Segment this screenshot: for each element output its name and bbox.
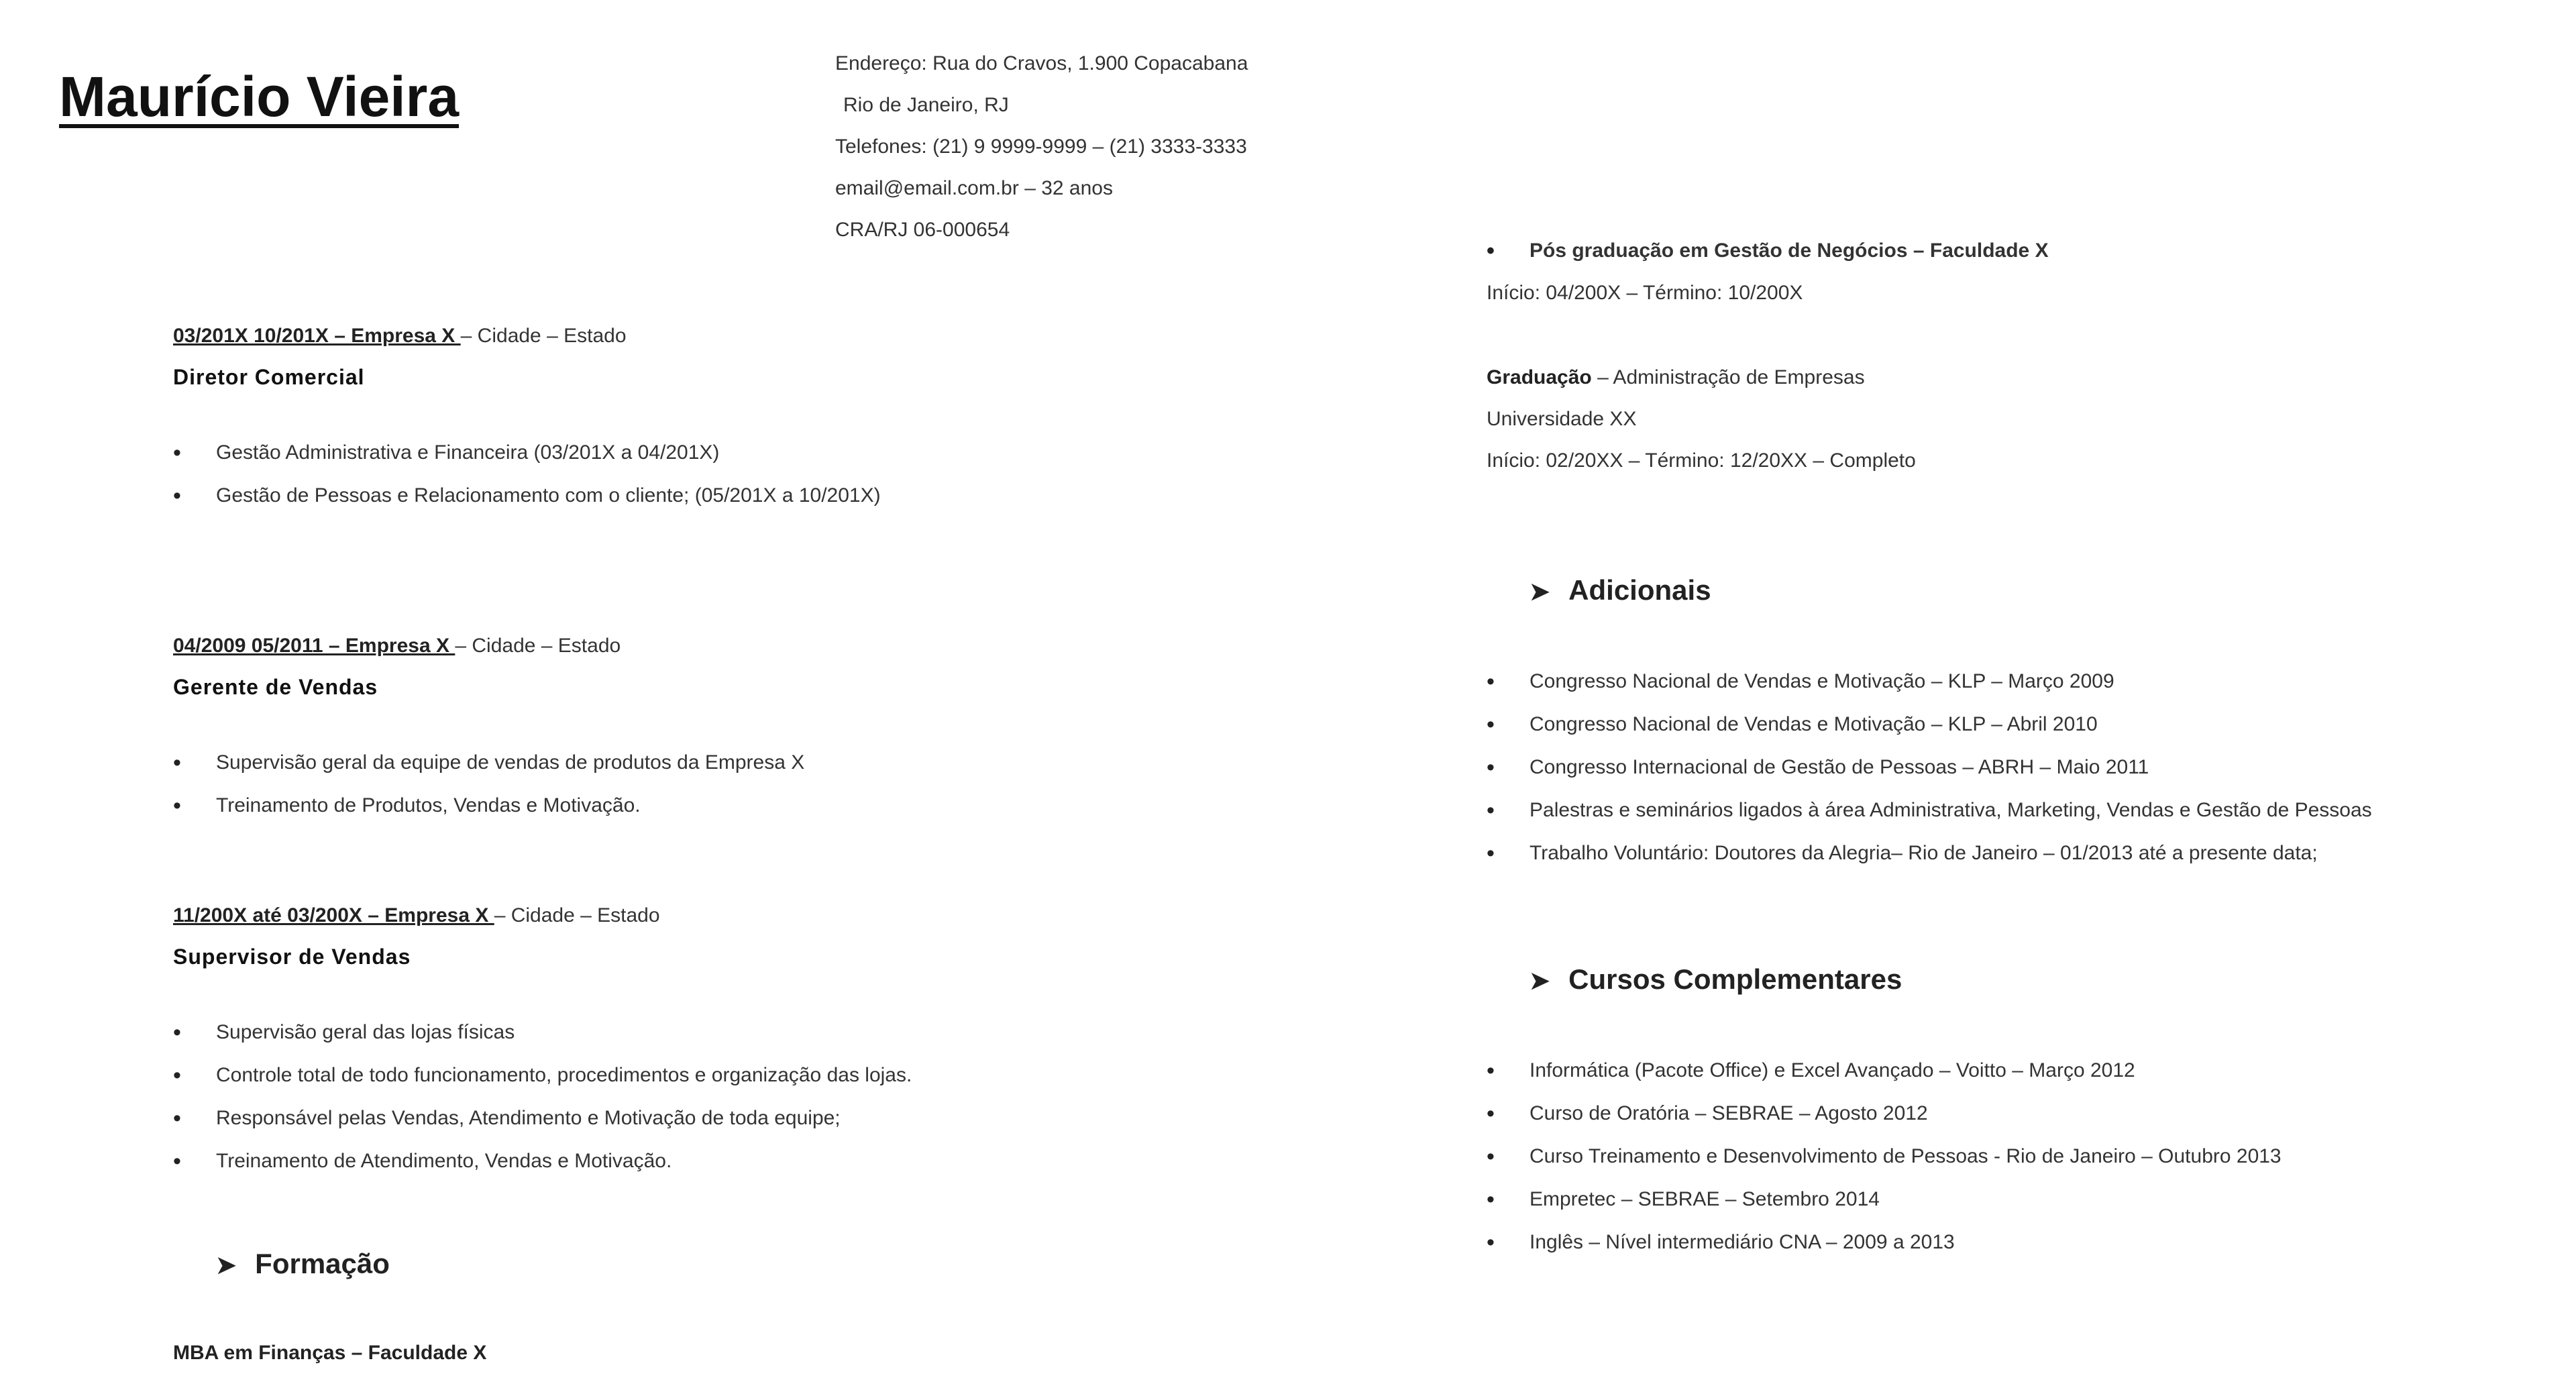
graduation-university: Universidade XX — [1487, 408, 1637, 430]
address-line: Endereço: Rua do Cravos, 1.900 Copacabana — [835, 52, 1248, 74]
list-item: • Treinamento de Atendimento, Vendas e Motivação. — [173, 1140, 912, 1183]
arrow-right-icon: ➤ — [1529, 967, 1550, 994]
experience-location: – Cidade – Estado — [455, 635, 621, 657]
section-title-text: Cursos Complementares — [1568, 963, 1902, 995]
section-formacao-title — [216, 1248, 390, 1280]
experience-role: Gerente de Vendas — [173, 675, 378, 699]
cursos-list — [1487, 1049, 2282, 1264]
phones-line: Telefones: (21) 9 9999-9999 – (21) 3333-3333 — [835, 136, 1247, 158]
experience-period: 11/200X até 03/200X – Empresa X — [173, 904, 494, 926]
experience-entry — [173, 325, 881, 517]
adicionais-list — [1487, 660, 2372, 875]
list-item: • Gestão de Pessoas e Relacionamento com o cliente; (05/201X a 10/201X) — [173, 474, 881, 517]
list-item: • Palestras e seminários ligados à área Administrativa, Marketing, Vendas e Gestão de Pessoas — [1487, 789, 2372, 832]
experience-list — [173, 431, 881, 517]
experience-entry — [173, 635, 804, 827]
list-item: • Responsável pelas Vendas, Atendimento e Motivação de toda equipe; — [173, 1097, 912, 1140]
experience-period: 03/201X 10/201X – Empresa X — [173, 325, 461, 347]
graduation-title: Graduação — [1487, 366, 1592, 388]
list-item: • Congresso Nacional de Vendas e Motivação – KLP – Março 2009 — [1487, 660, 2372, 703]
list-item: • Supervisão geral da equipe de vendas de produtos da Empresa X — [173, 741, 804, 784]
list-item: • Gestão Administrativa e Financeira (03/201X a 04/201X) — [173, 431, 881, 474]
list-item: • Curso Treinamento e Desenvolvimento de Pessoas - Rio de Janeiro – Outubro 2013 — [1487, 1135, 2282, 1178]
experience-list — [173, 1011, 912, 1183]
experience-location: – Cidade – Estado — [494, 904, 660, 926]
city-line: Rio de Janeiro, RJ — [843, 94, 1009, 116]
section-title-text: Adicionais — [1568, 574, 1711, 606]
experience-location: – Cidade – Estado — [460, 325, 627, 347]
experience-role: Diretor Comercial — [173, 365, 365, 389]
arrow-right-icon: ➤ — [216, 1251, 237, 1279]
experience-header — [173, 635, 804, 657]
experience-period: 04/2009 05/2011 – Empresa X — [173, 635, 455, 657]
list-item: • Congresso Internacional de Gestão de Pessoas – ABRH – Maio 2011 — [1487, 746, 2372, 789]
section-adicionais-title — [1529, 574, 1711, 606]
postgrad-dates: Início: 04/200X – Término: 10/200X — [1487, 282, 1803, 304]
graduation-block — [1487, 357, 1916, 482]
section-cursos-title — [1529, 963, 1902, 996]
email-age-line: email@email.com.br – 32 anos — [835, 177, 1113, 199]
list-item: • Curso de Oratória – SEBRAE – Agosto 2012 — [1487, 1092, 2282, 1135]
contact-block — [835, 43, 1248, 251]
list-item: • Empretec – SEBRAE – Setembro 2014 — [1487, 1178, 2282, 1221]
experience-header — [173, 325, 881, 348]
graduation-line — [1487, 357, 1916, 398]
experience-entry — [173, 904, 912, 1183]
graduation-dates: Início: 02/20XX – Término: 12/20XX – Completo — [1487, 449, 1916, 472]
experience-header — [173, 904, 912, 927]
list-item: • Supervisão geral das lojas físicas — [173, 1011, 912, 1054]
list-item: • Congresso Nacional de Vendas e Motivação – KLP – Abril 2010 — [1487, 703, 2372, 746]
list-item: • Treinamento de Produtos, Vendas e Motivação. — [173, 784, 804, 827]
graduation-course: – Administração de Empresas — [1591, 366, 1865, 388]
list-item: • Inglês – Nível intermediário CNA – 2009 a 2013 — [1487, 1221, 2282, 1264]
experience-list — [173, 741, 804, 827]
list-item: • Trabalho Voluntário: Doutores da Alegria– Rio de Janeiro – 01/2013 até a presente data; — [1487, 832, 2372, 875]
list-item: • Controle total de todo funcionamento, procedimentos e organização das lojas. — [173, 1054, 912, 1097]
section-title-text: Formação — [255, 1248, 390, 1279]
experience-role: Supervisor de Vendas — [173, 945, 411, 969]
arrow-right-icon: ➤ — [1529, 578, 1550, 605]
list-item: • Informática (Pacote Office) e Excel Avançado – Voitto – Março 2012 — [1487, 1049, 2282, 1092]
mba-line: MBA em Finanças – Faculdade X — [173, 1342, 487, 1364]
cra-line: CRA/RJ 06-000654 — [835, 219, 1010, 241]
postgrad-list — [1487, 229, 2049, 272]
list-item: • Pós graduação em Gestão de Negócios – Faculdade X — [1487, 229, 2049, 272]
candidate-name: Maurício Vieira — [59, 65, 460, 128]
